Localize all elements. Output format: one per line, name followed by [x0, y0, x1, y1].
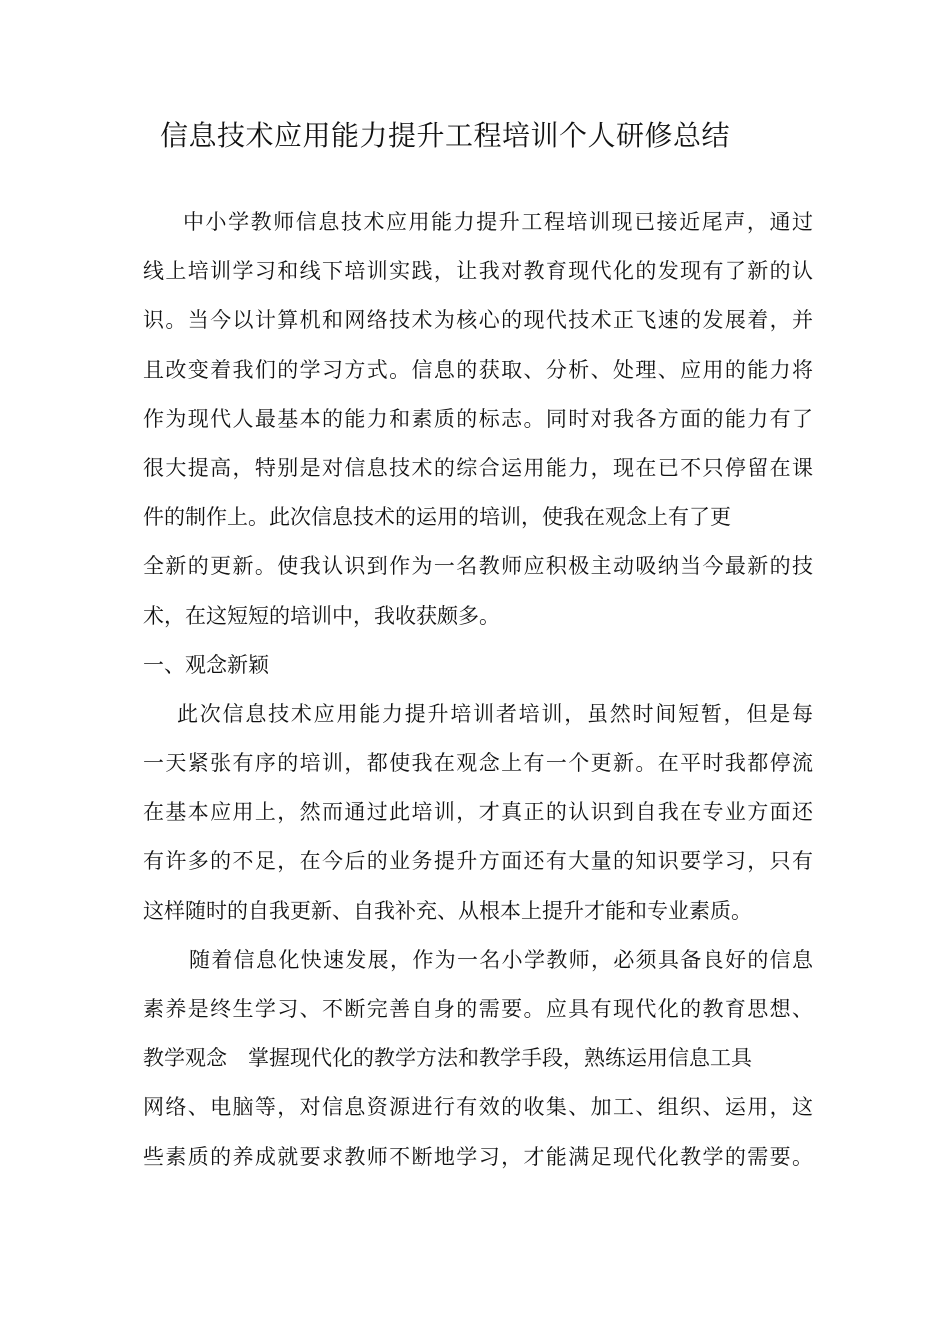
paragraph-line: 此次信息技术应用能力提升培训者培训，虽然时间短暂，但是每 — [177, 701, 813, 726]
paragraph-line: 一天紧张有序的培训，都使我在观念上有一个更新。在平时我都停流 — [143, 751, 813, 776]
paragraph-line: 线上培训学习和线下培训实践，让我对教育现代化的发现有了新的认 — [143, 259, 813, 284]
paragraph-line: 在基本应用上，然而通过此培训，才真正的认识到自我在专业方面还 — [143, 800, 813, 825]
paragraph-line: 件的制作上。此次信息技术的运用的培训，使我在观念上有了更 — [143, 505, 731, 530]
document-title: 信息技术应用能力提升工程培训个人研修总结 — [160, 119, 731, 152]
paragraph-line: 随着信息化快速发展，作为一名小学教师，必须具备良好的信息 — [189, 947, 813, 972]
paragraph-line: 很大提高，特别是对信息技术的综合运用能力，现在已不只停留在课 — [143, 455, 813, 480]
paragraph-line: 术，在这短短的培训中，我收获颇多。 — [143, 603, 500, 628]
paragraph-line: 素养是终生学习、不断完善自身的需要。应具有现代化的教育思想、 — [143, 997, 813, 1021]
paragraph-line: 且改变着我们的学习方式。信息的获取、分析、处理、应用的能力将 — [143, 357, 813, 382]
paragraph-line: 有许多的不足，在今后的业务提升方面还有大量的知识要学习，只有 — [143, 849, 813, 874]
section-heading: 一、观念新颖 — [143, 652, 269, 677]
paragraph-line: 中小学教师信息技术应用能力提升工程培训现已接近尾声，通过 — [183, 210, 813, 234]
paragraph-line: 这样随时的自我更新、自我补充、从根本上提升才能和专业素质。 — [143, 898, 752, 923]
paragraph-line: 教学观念 掌握现代化的教学方法和教学手段，熟练运用信息工具 — [143, 1046, 752, 1071]
document-body — [143, 198, 813, 1182]
paragraph-line: 些素质的养成就要求教师不断地学习，才能满足现代化教学的需要。 — [143, 1144, 813, 1169]
paragraph-line: 全新的更新。使我认识到作为一名教师应积极主动吸纳当今最新的技 — [143, 554, 813, 579]
paragraph-line: 识。当今以计算机和网络技术为核心的现代技术正飞速的发展着，并 — [143, 308, 813, 333]
paragraph-line: 作为现代人最基本的能力和素质的标志。同时对我各方面的能力有了 — [143, 406, 813, 431]
paragraph-line: 网络、电脑等，对信息资源进行有效的收集、加工、组织、运用，这 — [143, 1095, 813, 1120]
